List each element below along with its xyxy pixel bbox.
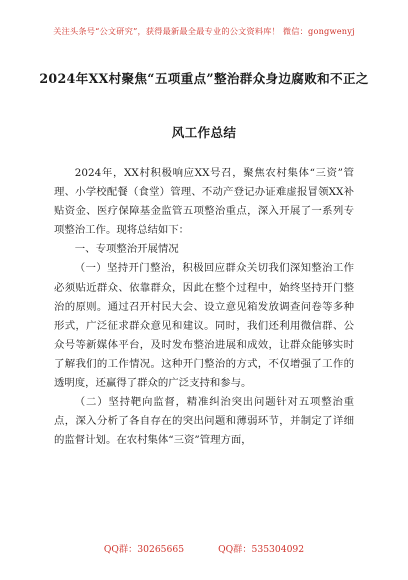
document-title-line-2: 风工作总结 <box>171 125 237 140</box>
paragraph-intro: 2024年，XX村积极响应XX号召，聚焦农村集体“三资”管理、小学校配餐（食堂）管理、不动产登记办证难虚报冒领XX补贴资金、医疗保障基金监管五项整治重点，深入开展了一系列专项整治工作。现将总结如下： <box>54 167 354 237</box>
paragraph-targeted-supervision: （二）坚持靶向监督，精准纠治突出问题针对五项整治重点，深入分析了各自存在的突出问题和薄弱环节，并制定了详细的监督计划。在农村集体“三资”管理方面， <box>54 396 354 447</box>
footer-qq-group-1: QQ群：30265665 <box>103 544 185 555</box>
promo-banner: 关注头条号“公文研究”，获得最新最全最专业的公文资料库！ 微信：gongwenyj <box>53 26 355 36</box>
document-title-line-1: 2024年XX村聚焦“五项重点”整治群众身边腐败和不正之 <box>39 71 369 86</box>
document-body <box>54 164 354 450</box>
section-heading: 一、专项整治开展情况 <box>74 243 179 256</box>
paragraph-open-rectification: （一）坚持开门整治，积极回应群众关切我们深知整治工作必须贴近群众、依靠群众，因此在整个过程中，始终坚持开门整治的原则。通过召开村民大会、设立意见箱发放调查问卷等多种形式，广泛征求群众意见和建议。同时，我们还利用微信群、公众号等新媒体平台，及时发布整治进展和成效，让群众能够实时了解我们的工作情况。这种开门整治的方式，不仅增强了工作的透明度，还赢得了群众的广泛支持和参与。 <box>54 262 354 390</box>
footer-contact <box>0 541 408 555</box>
footer-qq-group-2: QQ群：535304092 <box>218 544 305 555</box>
